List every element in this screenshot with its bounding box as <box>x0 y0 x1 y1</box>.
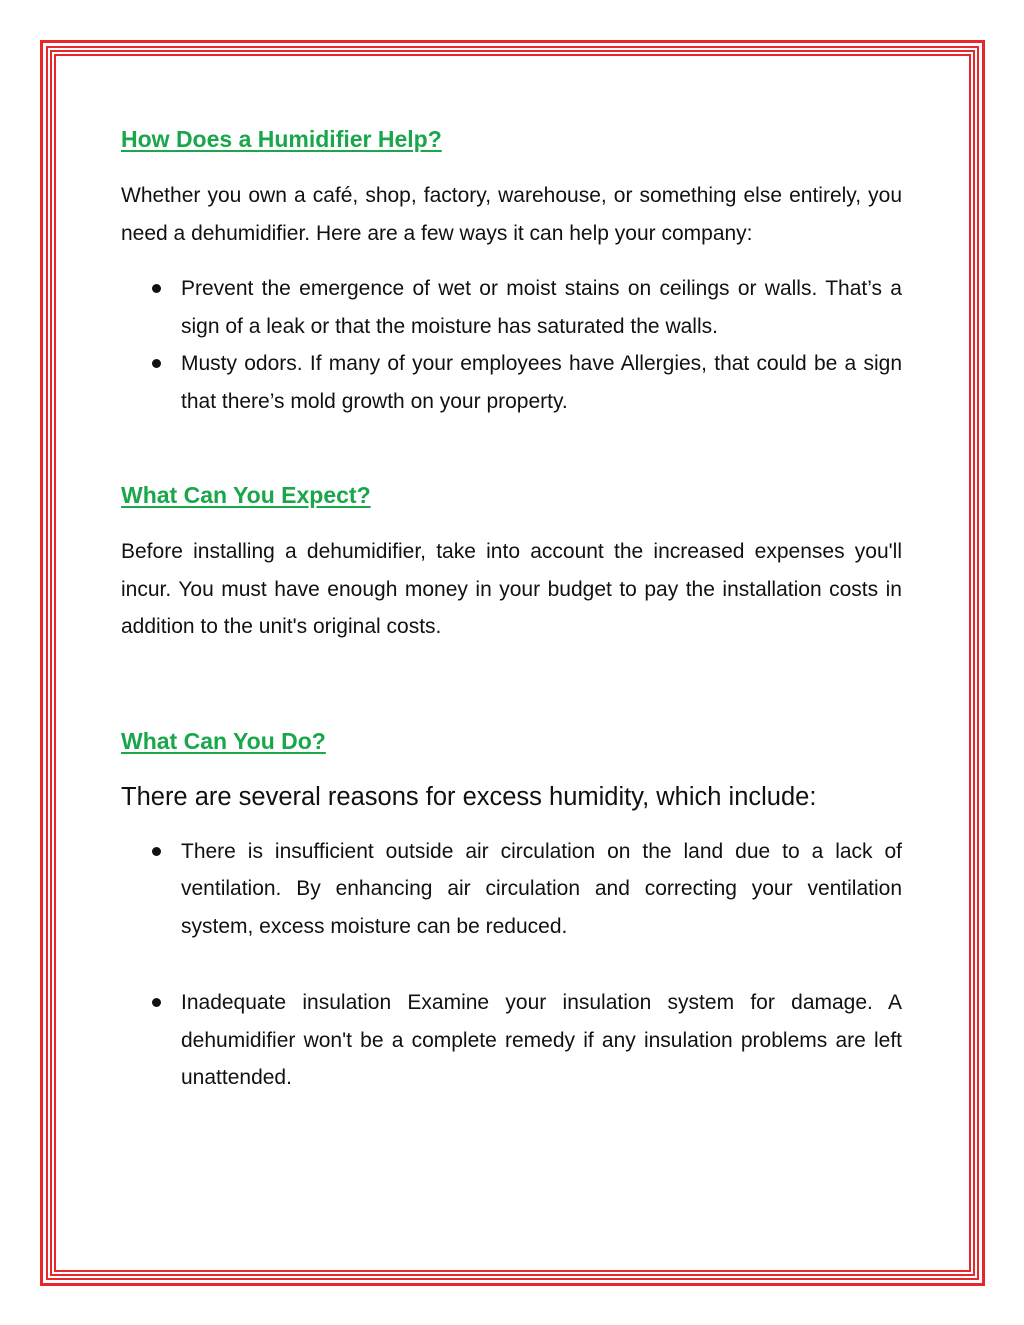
section-lead-text: There are several reasons for excess humidity, which include: <box>121 782 817 811</box>
section-heading-what-can-you-expect: What Can You Expect? <box>121 482 371 508</box>
bullet-icon <box>152 284 161 293</box>
bullet-icon <box>152 359 161 368</box>
list-item-text: Prevent the emergence of wet or moist stains on ceilings or walls. That’s a sign of a leak or that the moisture has saturated the walls. <box>181 277 902 338</box>
list-item <box>121 270 902 345</box>
section-paragraph: Whether you own a café, shop, factory, warehouse, or something else entirely, you need a dehumidifier. Here are a few ways it can help your company: <box>121 184 902 245</box>
bullet-icon <box>152 998 161 1007</box>
bullet-icon <box>152 847 161 856</box>
list-item-text: Inadequate insulation Examine your insulation system for damage. A dehumidifier won't be a complete remedy if any insulation problems are left unattended. <box>181 991 902 1089</box>
bullet-list <box>121 833 902 1097</box>
section-heading-what-can-you-do: What Can You Do? <box>121 727 326 754</box>
list-item <box>121 345 902 420</box>
section-heading-humidifier-help: How Does a Humidifier Help? <box>121 126 442 152</box>
list-item <box>121 984 902 1097</box>
list-item-text: There is insufficient outside air circulation on the land due to a lack of ventilation. By enhancing air circulation and correcting your ventilation system, excess moisture can be reduced. <box>181 839 902 938</box>
list-item <box>121 833 902 946</box>
document-body <box>121 120 902 1097</box>
list-item-text: Musty odors. If many of your employees have Allergies, that could be a sign that there’s mold growth on your property. <box>181 352 902 413</box>
section-paragraph: Before installing a dehumidifier, take into account the increased expenses you'll incur. You must have enough money in your budget to pay the installation costs in addition to the unit's original costs. <box>121 540 902 638</box>
bullet-list <box>121 270 902 420</box>
